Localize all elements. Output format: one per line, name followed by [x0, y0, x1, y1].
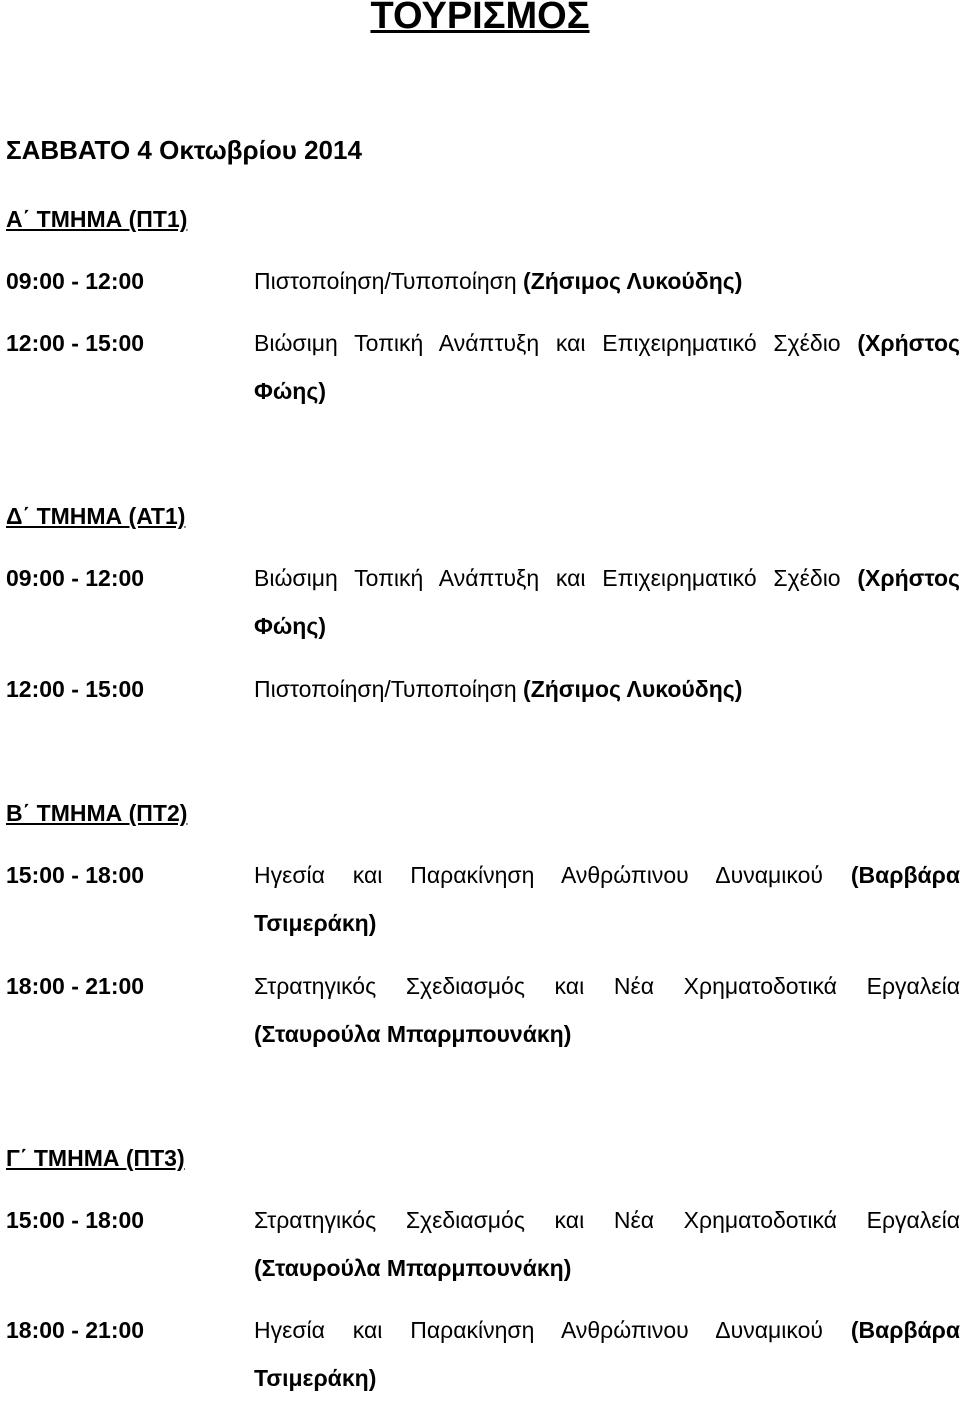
time-slot: 18:00 - 21:00: [6, 973, 145, 999]
course-name: Στρατηγικός Σχεδιασμός και Νέα Χρηματοδοτικά Εργαλεία: [254, 973, 960, 999]
time-slot: 12:00 - 15:00: [6, 330, 145, 356]
course-name: Ηγεσία και Παρακίνηση Ανθρώπινου Δυναμικού: [254, 1317, 823, 1343]
section-title-b: Β΄ ΤΜΗΜΑ (ΠΤ2): [6, 800, 188, 826]
time-slot: 15:00 - 18:00: [6, 862, 145, 888]
section-title-a: Α΄ ΤΜΗΜΑ (ΠΤ1): [6, 206, 188, 232]
page-title: ΤΟΥΡΙΣΜΟΣ: [370, 0, 590, 37]
course-description: [254, 962, 960, 1058]
time-slot: 12:00 - 15:00: [6, 676, 145, 702]
teacher-name: (Σταυρούλα Μπαρμπουνάκη): [254, 1255, 572, 1281]
schedule-date: ΣΑΒΒΑΤΟ 4 Οκτωβρίου 2014: [6, 135, 362, 165]
course-description: [254, 851, 960, 947]
teacher-name: (Βαρβάρα Τσιμεράκη): [254, 862, 960, 936]
teacher-name: (Σταυρούλα Μπαρμπουνάκη): [254, 1021, 572, 1047]
teacher-name: (Βαρβάρα Τσιμεράκη): [254, 1317, 960, 1391]
teacher-name: (Χρήστος Φώης): [254, 565, 960, 639]
course-name: Στρατηγικός Σχεδιασμός και Νέα Χρηματοδοτικά Εργαλεία: [254, 1207, 960, 1233]
section-title-d: Δ΄ ΤΜΗΜΑ (ΑΤ1): [6, 503, 186, 529]
time-slot: 09:00 - 12:00: [6, 268, 145, 294]
course-description: [254, 1306, 960, 1402]
course-description: [254, 1196, 960, 1292]
teacher-name: (Ζήσιμος Λυκούδης): [523, 676, 743, 702]
course-name: Πιστοποίηση/Τυποποίηση: [254, 268, 517, 294]
course-description: [254, 665, 960, 713]
time-slot: 09:00 - 12:00: [6, 565, 145, 591]
time-slot: 15:00 - 18:00: [6, 1207, 145, 1233]
course-description: [254, 319, 960, 415]
course-name: Βιώσιμη Τοπική Ανάπτυξη και Επιχειρηματικό Σχέδιο: [254, 330, 841, 356]
course-name: Πιστοποίηση/Τυποποίηση: [254, 676, 517, 702]
course-name: Ηγεσία και Παρακίνηση Ανθρώπινου Δυναμικού: [254, 862, 823, 888]
course-name: Βιώσιμη Τοπική Ανάπτυξη και Επιχειρηματικό Σχέδιο: [254, 565, 841, 591]
course-description: [254, 257, 960, 305]
time-slot: 18:00 - 21:00: [6, 1317, 145, 1343]
teacher-name: (Χρήστος Φώης): [254, 330, 960, 404]
course-description: [254, 554, 960, 650]
teacher-name: (Ζήσιμος Λυκούδης): [523, 268, 743, 294]
section-title-c: Γ΄ ΤΜΗΜΑ (ΠΤ3): [6, 1145, 185, 1171]
